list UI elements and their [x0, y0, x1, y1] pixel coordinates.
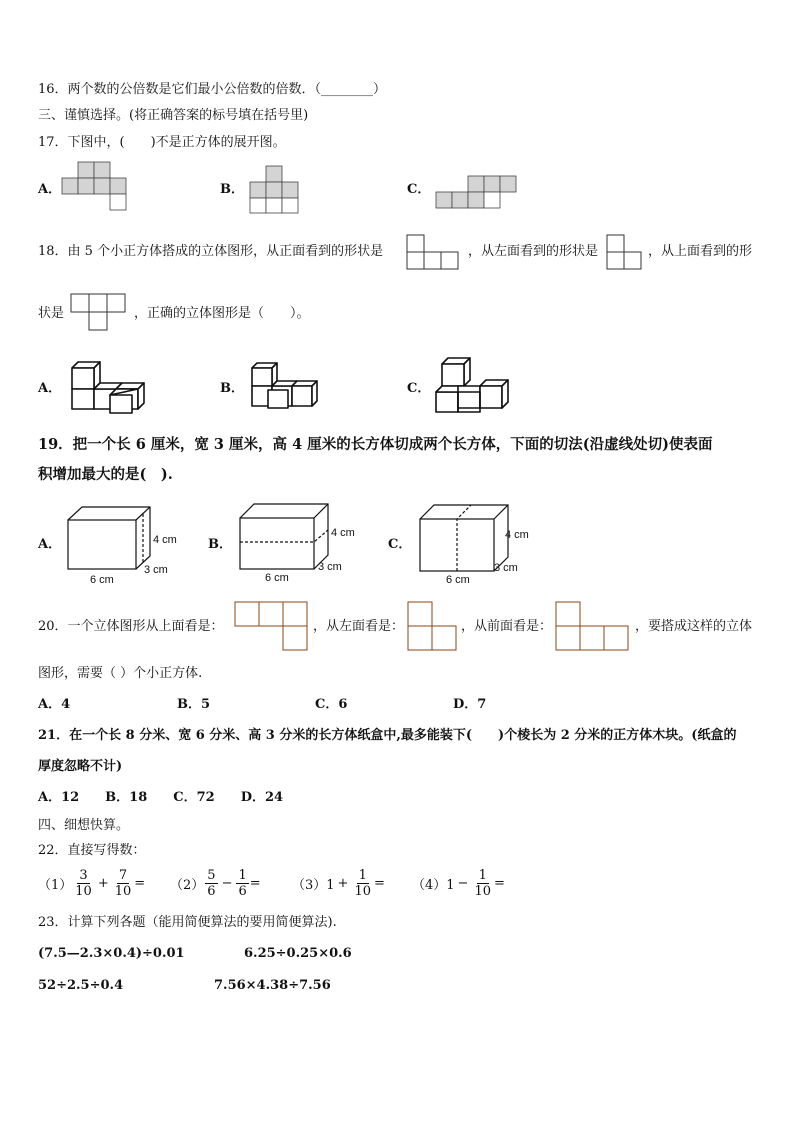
q18-solid-b	[250, 360, 324, 412]
fraction: $\frac{1}{10}$	[354, 868, 371, 899]
section-3-heading: 三、谨慎选择。(将正确答案的标号填在括号里)	[38, 108, 309, 123]
q20-text-1: 20．一个立体图形从上面看是：	[38, 619, 224, 634]
q23-expr-2: 6.25÷0.25×0.6	[244, 946, 352, 961]
q22-item-3: （3）1 + $\frac{1}{10}$ =	[292, 868, 385, 899]
fraction: $\frac{3}{10}$	[75, 868, 92, 899]
q18-text-3: ，从上面看到的形	[648, 244, 753, 259]
q19-a-width: 3 cm	[144, 564, 168, 576]
q23-expr-3: 52÷2.5÷0.4	[38, 978, 124, 993]
q19-c-length: 6 cm	[446, 574, 470, 586]
q17-net-c	[436, 175, 518, 211]
q17-net-a	[62, 161, 130, 213]
q19-b-width: 3 cm	[318, 561, 342, 573]
q18-text-1: 18．由 5 个小正方体搭成的立体图形，从正面看到的形状是	[38, 244, 384, 259]
q19-c-width: 3 cm	[494, 562, 518, 574]
fraction: $\frac{1}{10}$	[474, 868, 491, 899]
q20-front-view	[555, 601, 631, 653]
q21-line-1: 21．在一个长 8 分米、宽 6 分米、高 3 分米的长方体纸盒中,最多能装下( )个棱长为 2 分米的正方体木块。(纸盒的	[38, 728, 737, 743]
q21-options: A．12 B．18 C．72 D．24	[38, 790, 284, 805]
q19-b-length: 6 cm	[265, 572, 289, 584]
q18-front-view	[406, 234, 462, 270]
q19-option-a: A．	[38, 537, 62, 552]
q19-box-c	[418, 503, 538, 583]
q18-option-a: A．	[38, 381, 62, 396]
q19-option-b: B．	[208, 537, 232, 552]
q17-option-b: B．	[220, 182, 244, 197]
fraction: $\frac{1}{6}$	[238, 868, 247, 899]
q22-item-1: （1） $\frac{3}{10}$ + $\frac{7}{10}$ =	[38, 868, 146, 899]
q23-expr-1: (7.5—2.3×0.4)÷0.01	[38, 946, 185, 961]
question-16: 16．两个数的公倍数是它们最小公倍数的倍数．（________）	[38, 82, 387, 97]
q17-option-c: C．	[407, 182, 431, 197]
q19-a-length: 6 cm	[90, 574, 114, 586]
q18-option-b: B．	[220, 381, 244, 396]
q22-item-2: （2） $\frac{5}{6}$ − $\frac{1}{6}$ =	[170, 868, 261, 899]
q18-top-view	[70, 293, 128, 333]
question-17: 17．下图中，( )不是正方体的展开图。	[38, 135, 286, 150]
q20-option-d: D．7	[453, 697, 487, 712]
q18-solid-c	[434, 356, 518, 414]
q20-text-4: ，要搭成这样的立体	[635, 619, 753, 634]
q20-text-2: ，从左面看是：	[313, 619, 405, 634]
q19-line-1: 19．把一个长 6 厘米，宽 3 厘米，高 4 厘米的长方体切成两个长方体，下面的切法(沿虚线处切)使表面	[38, 436, 713, 453]
q20-top-view	[234, 601, 310, 653]
q18-solid-a	[70, 355, 150, 413]
q19-option-c: C．	[388, 537, 412, 552]
q17-net-b	[250, 165, 302, 215]
q18-text-5: ，正确的立体图形是（ ）。	[134, 306, 310, 321]
q20-option-c: C．6	[315, 697, 348, 712]
fraction: $\frac{7}{10}$	[114, 868, 132, 899]
q19-c-height: 4 cm	[505, 529, 529, 541]
q20-option-b: B．5	[177, 697, 211, 712]
question-22: 22．直接写得数：	[38, 843, 146, 858]
section-4-heading: 四、细想快算。	[38, 818, 130, 833]
q20-text-3: ，从前面看是：	[461, 619, 553, 634]
q18-text-4: 状是	[38, 306, 65, 321]
q18-option-c: C．	[407, 381, 431, 396]
q22-item-4: （4）1 − $\frac{1}{10}$ =	[412, 868, 505, 899]
fraction: $\frac{5}{6}$	[207, 868, 216, 899]
q19-line-2: 积增加最大的是( ).	[38, 466, 173, 483]
q20-option-a: A．4	[38, 697, 71, 712]
q18-text-2: ，从左面看到的形状是	[468, 244, 599, 259]
q18-left-view	[606, 234, 646, 270]
question-23: 23．计算下列各题（能用简便算法的要用简便算法).	[38, 915, 337, 930]
q20-left-view	[407, 601, 459, 653]
q17-option-a: A．	[38, 182, 62, 197]
q20-line-2: 图形，需要（ ）个小正方体.	[38, 666, 203, 681]
q21-line-2: 厚度忽略不计)	[38, 759, 123, 774]
q19-b-height: 4 cm	[331, 527, 355, 539]
q23-expr-4: 7.56×4.38÷7.56	[214, 978, 331, 993]
q19-a-height: 4 cm	[153, 534, 177, 546]
